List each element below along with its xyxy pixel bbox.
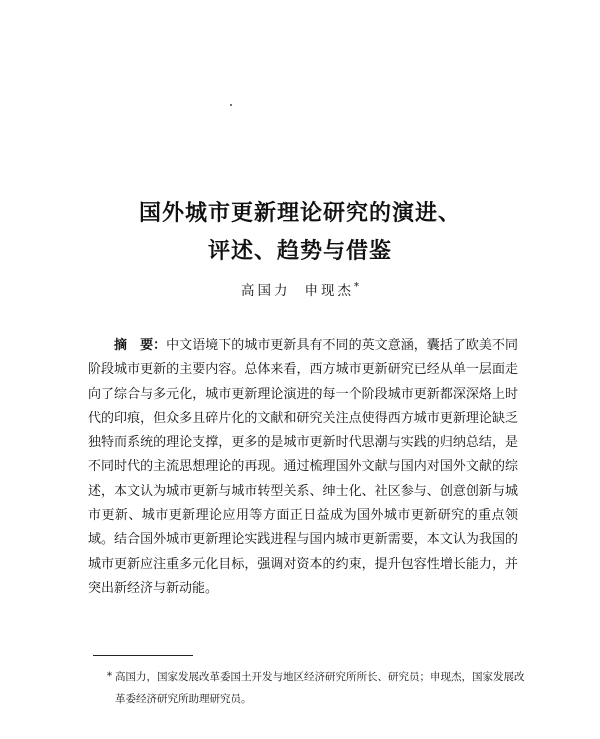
- article-title-line-1: 国外城市更新理论研究的演进、: [138, 201, 461, 226]
- footnote-marker: *: [107, 671, 112, 682]
- footnote-divider: [93, 655, 193, 656]
- author-name: 高国力: [241, 283, 291, 299]
- abstract: [88, 334, 518, 601]
- abstract-text: 中文语境下的城市更新具有不同的英文意涵，囊括了欧美不同阶段城市更新的主要内容。总体来看，西方城市更新研究已经从单一层面走向了综合与多元化，城市更新理论演进的每一个阶段城市更新都深深烙上时代的印痕，但众多且碎片化的文献和研究关注点使得西方城市更新理论缺乏独特而系统的理论支撑，更多的是城市更新时代思潮与实践的归纳总结，是不同时代的主流思想理论的再现。通过梳理国外文献与国内对国外文献的综述，本文认为城市更新与城市转型关系、绅士化、社区参与、创意创新与城市更新、城市更新理论应用等方面正日益成为国外城市更新研究的重点领域。结合国外城市更新理论实践进程与国内城市更新需要，本文认为我国的城市更新应注重多元化目标，强调对资本的约束，提升包容性增长能力，并突出新经济与新动能。: [88, 338, 518, 596]
- scan-speck: [230, 104, 232, 106]
- footnote: [107, 666, 525, 710]
- abstract-label: 摘 要：: [114, 338, 167, 353]
- author-footnote-mark: *: [354, 281, 359, 293]
- author-line: [0, 279, 600, 299]
- footnote-text: 高国力，国家发展改革委国土开发与地区经济研究所所长、研究员；申现杰，国家发展改革委经济研究所助理研究员。: [115, 671, 525, 705]
- author-name: 申现杰: [304, 283, 354, 299]
- article-title-line-2: 评述、趋势与借鉴: [207, 239, 392, 264]
